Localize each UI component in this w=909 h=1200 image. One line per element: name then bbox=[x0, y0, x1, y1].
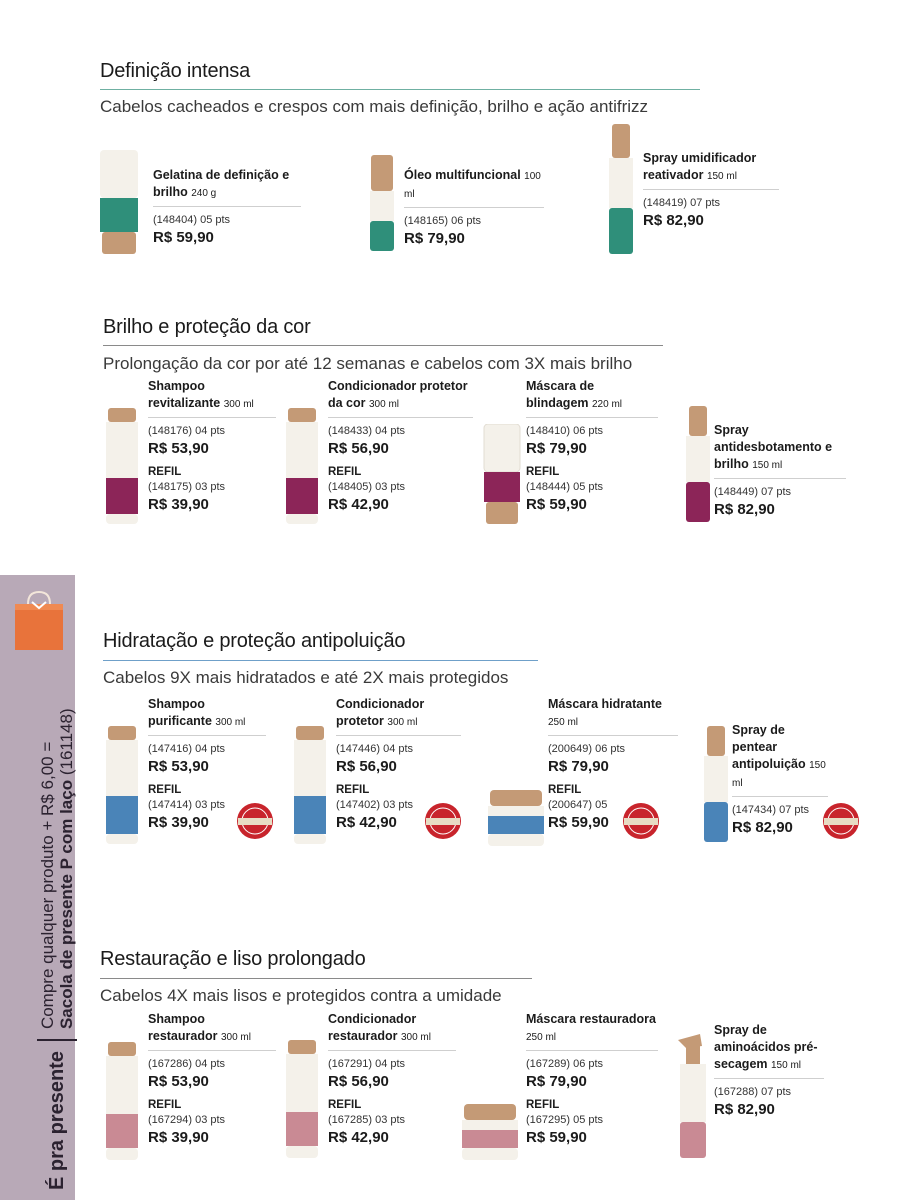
product-condicionador-cor[interactable] bbox=[328, 378, 473, 515]
section-subtitle-brilho: Prolongação da cor por até 12 semanas e cabelos com 3X mais brilho bbox=[103, 354, 633, 373]
gift-brand: É pra presente bbox=[45, 1051, 68, 1190]
product-size: 220 ml bbox=[592, 399, 623, 410]
product-name: Máscara hidratante bbox=[548, 697, 662, 711]
product-image-condicionador-restaurador bbox=[284, 1040, 320, 1158]
product-rule bbox=[526, 1050, 658, 1051]
promo-badge-icon bbox=[822, 802, 860, 840]
section-title-brilho: Brilho e proteção da cor bbox=[103, 316, 311, 338]
refil-label: REFIL bbox=[336, 784, 370, 796]
product-code: (167288) 07 pts bbox=[714, 1086, 792, 1098]
product-condicionador-restaurador[interactable] bbox=[328, 1011, 456, 1148]
product-rule bbox=[404, 207, 544, 208]
refil-label: REFIL bbox=[148, 1099, 182, 1111]
refil-price: R$ 59,90 bbox=[548, 814, 609, 831]
refil-price: R$ 42,90 bbox=[328, 496, 389, 513]
product-rule bbox=[336, 735, 461, 736]
refil-price: R$ 42,90 bbox=[328, 1129, 389, 1146]
product-name: Shampoo purificante bbox=[148, 697, 212, 728]
product-image-mascara-blindagem bbox=[482, 424, 522, 524]
refil-price: R$ 39,90 bbox=[148, 1129, 209, 1146]
product-image-spray-antidesbotamento bbox=[684, 406, 712, 524]
offer-line-1: Compre qualquer produto + R$ 6,00 = bbox=[38, 741, 57, 1030]
product-code: (148433) 04 pts bbox=[328, 425, 406, 437]
product-image-mascara-hidratante bbox=[486, 790, 546, 846]
section-divider bbox=[100, 89, 700, 90]
section-subtitle-definicao: Cabelos cacheados e crespos com mais definição, brilho e ação antifrizz bbox=[100, 97, 649, 116]
product-mascara-blindagem[interactable] bbox=[526, 378, 658, 515]
product-gelatina[interactable] bbox=[153, 167, 301, 248]
refil-label: REFIL bbox=[548, 784, 582, 796]
product-name: Condicionador protetor da cor bbox=[328, 379, 468, 410]
product-size: 100 ml bbox=[404, 171, 541, 200]
product-rule bbox=[526, 417, 658, 418]
product-price: R$ 79,90 bbox=[404, 230, 465, 247]
product-name: Spray de aminoácidos pré-secagem bbox=[714, 1023, 818, 1071]
gift-offer-text bbox=[37, 708, 77, 1190]
product-image-oleo bbox=[368, 155, 396, 253]
product-code: (147446) 04 pts bbox=[336, 743, 414, 755]
product-price: R$ 82,90 bbox=[643, 212, 704, 229]
section-divider bbox=[100, 978, 532, 979]
product-image-shampoo-revitalizante bbox=[104, 408, 140, 524]
product-code: (147434) 07 pts bbox=[732, 804, 810, 816]
product-name: Condicionador protetor bbox=[336, 697, 425, 728]
promo-badge-icon bbox=[236, 802, 274, 840]
product-size: 150 ml bbox=[771, 1060, 802, 1071]
product-size: 250 ml bbox=[526, 1032, 557, 1043]
section-divider bbox=[103, 660, 538, 661]
product-name: Shampoo restaurador bbox=[148, 1012, 218, 1043]
product-price: R$ 79,90 bbox=[526, 1073, 587, 1090]
product-rule bbox=[732, 796, 828, 797]
product-image-shampoo-restaurador bbox=[104, 1042, 140, 1160]
product-spray-antidesbotamento[interactable] bbox=[714, 422, 846, 520]
product-name: Máscara restauradora bbox=[526, 1012, 656, 1026]
section-subtitle-hidratacao: Cabelos 9X mais hidratados e até 2X mais protegidos bbox=[103, 668, 509, 687]
product-size: 300 ml bbox=[215, 717, 246, 728]
product-name: Condicionador restaurador bbox=[328, 1012, 417, 1043]
refil-code: (147414) 03 pts bbox=[148, 799, 226, 811]
refil-price: R$ 39,90 bbox=[148, 496, 209, 513]
product-code: (167291) 04 pts bbox=[328, 1058, 406, 1070]
product-code: (148419) 07 pts bbox=[643, 197, 721, 209]
product-price: R$ 56,90 bbox=[336, 758, 397, 775]
product-name: Spray umidificador reativador bbox=[643, 151, 757, 182]
product-code: (148410) 06 pts bbox=[526, 425, 604, 437]
gift-bag-icon bbox=[12, 590, 66, 652]
refil-price: R$ 59,90 bbox=[526, 1129, 587, 1146]
product-code: (148404) 05 pts bbox=[153, 214, 231, 226]
product-size: 300 ml bbox=[223, 399, 254, 410]
refil-label: REFIL bbox=[328, 1099, 362, 1111]
refil-label: REFIL bbox=[526, 466, 560, 478]
product-name: Spray de pentear antipoluição bbox=[732, 723, 806, 771]
product-price: R$ 53,90 bbox=[148, 758, 209, 775]
product-rule bbox=[148, 735, 266, 736]
product-image-gelatina bbox=[98, 150, 140, 254]
section-title-definicao: Definição intensa bbox=[100, 60, 251, 82]
product-name: Máscara de blindagem bbox=[526, 379, 595, 410]
product-price: R$ 79,90 bbox=[548, 758, 609, 775]
product-name: Spray antidesbotamento e brilho bbox=[714, 423, 833, 471]
product-spray-aminoacidos[interactable] bbox=[714, 1022, 824, 1120]
product-rule bbox=[643, 189, 779, 190]
product-shampoo-revitalizante[interactable] bbox=[148, 378, 276, 515]
product-size: 300 ml bbox=[369, 399, 400, 410]
product-price: R$ 53,90 bbox=[148, 1073, 209, 1090]
product-rule bbox=[714, 478, 846, 479]
product-size: 150 ml bbox=[752, 460, 783, 471]
refil-label: REFIL bbox=[148, 784, 182, 796]
offer-line-2: Sacola de presente P com laço bbox=[57, 779, 76, 1030]
product-code: (148176) 04 pts bbox=[148, 425, 226, 437]
product-shampoo-restaurador[interactable] bbox=[148, 1011, 276, 1148]
promo-badge-icon bbox=[622, 802, 660, 840]
product-size: 300 ml bbox=[400, 1032, 431, 1043]
refil-price: R$ 39,90 bbox=[148, 814, 209, 831]
product-code: (148449) 07 pts bbox=[714, 486, 792, 498]
product-size: 150 ml bbox=[732, 760, 826, 789]
divider bbox=[37, 1039, 77, 1041]
refil-price: R$ 59,90 bbox=[526, 496, 587, 513]
refil-code: (148444) 05 pts bbox=[526, 481, 604, 493]
product-size: 250 ml bbox=[548, 717, 579, 728]
product-size: 150 ml bbox=[706, 171, 737, 182]
product-price: R$ 79,90 bbox=[526, 440, 587, 457]
product-size: 300 ml bbox=[387, 717, 418, 728]
product-spray-umidificador[interactable] bbox=[643, 150, 779, 231]
product-rule bbox=[148, 417, 276, 418]
refil-code: (167295) 05 pts bbox=[526, 1114, 604, 1126]
product-image-condicionador-protetor bbox=[292, 726, 328, 844]
product-rule bbox=[714, 1078, 824, 1079]
product-price: R$ 56,90 bbox=[328, 440, 389, 457]
product-image-shampoo-purificante bbox=[104, 726, 140, 844]
product-rule bbox=[548, 735, 678, 736]
section-title-hidratacao: Hidratação e proteção antipoluição bbox=[103, 630, 406, 652]
product-rule bbox=[153, 206, 301, 207]
section-divider bbox=[103, 345, 663, 346]
product-image-spray-umidificador bbox=[606, 124, 636, 256]
product-name: Shampoo revitalizante bbox=[148, 379, 221, 410]
product-price: R$ 53,90 bbox=[148, 440, 209, 457]
product-mascara-restauradora[interactable] bbox=[526, 1011, 658, 1148]
refil-code: (167294) 03 pts bbox=[148, 1114, 226, 1126]
product-rule bbox=[328, 417, 473, 418]
refil-code: (147402) 03 pts bbox=[336, 799, 414, 811]
product-price: R$ 56,90 bbox=[328, 1073, 389, 1090]
product-code: (147416) 04 pts bbox=[148, 743, 226, 755]
refil-code: (167285) 03 pts bbox=[328, 1114, 406, 1126]
product-price: R$ 82,90 bbox=[714, 1101, 775, 1118]
product-name: Gelatina de definição e brilho bbox=[153, 168, 290, 199]
offer-code: (161148) bbox=[57, 708, 76, 776]
product-image-condicionador-cor bbox=[284, 408, 320, 524]
refil-price: R$ 42,90 bbox=[336, 814, 397, 831]
product-image-mascara-restauradora bbox=[460, 1104, 520, 1160]
product-size: 240 g bbox=[191, 188, 217, 199]
product-oleo[interactable] bbox=[404, 167, 544, 249]
product-image-spray-pentear bbox=[702, 726, 730, 844]
product-size: 300 ml bbox=[220, 1032, 251, 1043]
product-code: (167289) 06 pts bbox=[526, 1058, 604, 1070]
refil-code: (148405) 03 pts bbox=[328, 481, 406, 493]
product-price: R$ 82,90 bbox=[714, 501, 775, 518]
refil-label: REFIL bbox=[526, 1099, 560, 1111]
refil-code: (200647) 05 bbox=[548, 799, 608, 811]
promo-badge-icon bbox=[424, 802, 462, 840]
refil-code: (148175) 03 pts bbox=[148, 481, 226, 493]
product-code: (167286) 04 pts bbox=[148, 1058, 226, 1070]
product-spray-pentear[interactable] bbox=[732, 722, 828, 838]
refil-label: REFIL bbox=[328, 466, 362, 478]
product-rule bbox=[148, 1050, 276, 1051]
product-price: R$ 59,90 bbox=[153, 229, 214, 246]
product-image-spray-aminoacidos bbox=[672, 1030, 712, 1160]
product-price: R$ 82,90 bbox=[732, 819, 793, 836]
product-code: (200649) 06 pts bbox=[548, 743, 626, 755]
refil-label: REFIL bbox=[148, 466, 182, 478]
product-rule bbox=[328, 1050, 456, 1051]
product-code: (148165) 06 pts bbox=[404, 215, 482, 227]
section-subtitle-restauracao: Cabelos 4X mais lisos e protegidos contra a umidade bbox=[100, 986, 502, 1005]
section-title-restauracao: Restauração e liso prolongado bbox=[100, 948, 366, 970]
product-name: Óleo multifuncional bbox=[404, 168, 521, 182]
